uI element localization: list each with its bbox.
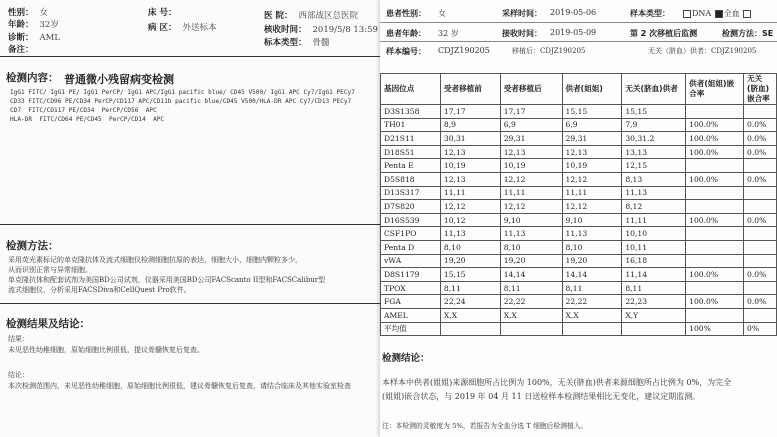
table-cell: 22,22: [562, 295, 622, 309]
table-cell: 14,14: [500, 268, 562, 282]
post-transplant-field: [512, 46, 585, 56]
table-cell: 17,17: [440, 105, 500, 119]
sample-type-label: 样本类型：: [630, 9, 670, 18]
table-cell: 100.0%: [686, 172, 744, 186]
table-row: [381, 186, 777, 200]
divider: [380, 22, 777, 23]
table-cell: 12,15: [622, 159, 686, 173]
monitor-count: 第 2 次移植后监测: [630, 29, 698, 38]
table-cell: 8,12: [622, 200, 686, 214]
sample-time-value: 2019-05-06: [550, 8, 597, 17]
result-heading: 检测结果及结论：: [6, 318, 90, 330]
table-cell: [744, 200, 777, 214]
table-row: [381, 172, 777, 186]
locus-cell: vWA: [381, 254, 441, 268]
conclusion-heading: 检测结论：: [382, 353, 430, 364]
locus-cell: D16S539: [381, 213, 441, 227]
table-cell: [744, 240, 777, 254]
table-cell: 8,11: [500, 281, 562, 295]
table-cell: 11,11: [622, 213, 686, 227]
sample-type-options: [682, 8, 752, 19]
table-cell: 10,11: [622, 240, 686, 254]
table-cell: [686, 105, 744, 119]
table-cell: 22,24: [440, 295, 500, 309]
str-results-table: [380, 73, 777, 336]
table-cell: 100%: [686, 322, 744, 336]
antibody-panel-line: CD7 FITC/CD117 PE/CD34 PerCP/CD56 APC: [10, 107, 157, 114]
table-cell: 12,12: [562, 172, 622, 186]
table-cell: 22,22: [500, 295, 562, 309]
table-cell: 14,14: [562, 268, 622, 282]
hospital-field: [264, 9, 358, 21]
diagnosis-label: 诊断：: [8, 33, 34, 43]
column-header: 供者(姐姐): [562, 74, 622, 105]
table-cell: 12,13: [440, 145, 500, 159]
post-transplant-label: 移植后：: [512, 47, 540, 55]
age-value: 32岁: [39, 20, 59, 30]
table-cell: 12,13: [440, 172, 500, 186]
sample-no-label: 样本编号：: [386, 47, 426, 56]
bed-label: 床 号：: [148, 8, 177, 18]
column-header: 无关(脐血)供者: [622, 74, 686, 105]
column-header: 基因位点: [381, 74, 441, 105]
bed-field: [148, 6, 182, 18]
table-cell: 10,10: [622, 227, 686, 241]
table-cell: [686, 186, 744, 200]
table-cell: 0.0%: [744, 172, 777, 186]
gender-label: 患者性别：: [386, 9, 426, 18]
divider: [0, 303, 392, 304]
table-row: [381, 118, 777, 132]
content-title: 普通微小残留病变检测: [64, 73, 174, 86]
table-cell: 15,15: [622, 105, 686, 119]
diagnosis-field: [8, 31, 60, 43]
table-cell: [686, 308, 744, 322]
check-time-value: 2019/5/8 13:59: [312, 25, 378, 35]
table-cell: 0.0%: [744, 213, 777, 227]
table-cell: [744, 159, 777, 173]
table-cell: 11,13: [500, 227, 562, 241]
table-cell: 7,9: [622, 118, 686, 132]
table-cell: X,X: [562, 308, 622, 322]
table-cell: 15,15: [562, 105, 622, 119]
column-header: 供者(姐姐)嵌合率: [686, 74, 744, 105]
table-cell: [686, 281, 744, 295]
table-row: [381, 268, 777, 282]
locus-cell: D5S818: [381, 172, 441, 186]
table-cell: [744, 105, 777, 119]
gender-value: 女: [39, 8, 49, 18]
age-label: 患者年龄：: [386, 29, 426, 38]
sensitivity-note: 注：本检测的灵敏度为 5%，若报告为全血分选 T 细胞后检测植入。: [382, 422, 588, 430]
table-cell: 8,11: [440, 281, 500, 295]
locus-cell: CSF1PO: [381, 227, 441, 241]
table-cell: 8,11: [622, 281, 686, 295]
locus-cell: TPOX: [381, 281, 441, 295]
receive-time-label: 接收时间：: [502, 29, 542, 38]
table-cell: 8,11: [562, 281, 622, 295]
table-cell: 12,12: [562, 200, 622, 214]
locus-cell: D8S1179: [381, 268, 441, 282]
ward-value: 外送标本: [182, 23, 217, 33]
table-cell: 8,9: [440, 118, 500, 132]
table-cell: 12,13: [562, 145, 622, 159]
locus-cell: D18S51: [381, 145, 441, 159]
table-cell: 12,13: [500, 145, 562, 159]
whole-blood-option: 全血: [723, 9, 740, 18]
table-cell: [686, 200, 744, 214]
locus-cell: Penta D: [381, 240, 441, 254]
locus-cell: D7S820: [381, 200, 441, 214]
divider: [380, 41, 777, 42]
table-cell: 12,12: [440, 200, 500, 214]
table-cell: X,X: [500, 308, 562, 322]
table-cell: 12,12: [500, 172, 562, 186]
antibody-panel-line: CD33 FITC/CD96 PE/CD34 PerCP/CD117 APC/CD11b pacific blue/CD45 V500/HLA-DR APC Cy7/CD13 PECy7: [10, 98, 352, 105]
cord-blood-donor-field: [648, 46, 756, 56]
age-label: 年龄：: [8, 20, 34, 30]
table-row: [381, 159, 777, 173]
sample-type-label: 标本类型：: [264, 38, 307, 48]
antibody-panel-line: IgG1 FITC/ IgG1 PE/ IgG1 PerCP/ IgG1 APC/IgG1 pacific blue/ CD45 V500/ IgG1 APC Cy7/IgG1 PECy7: [10, 89, 355, 96]
table-cell: 9,10: [562, 213, 622, 227]
table-cell: 0.0%: [744, 268, 777, 282]
table-cell: 29,31: [562, 132, 622, 146]
table-cell: [686, 159, 744, 173]
table-header-row: [381, 74, 777, 105]
table-cell: [744, 254, 777, 268]
table-cell: 12,12: [500, 200, 562, 214]
table-cell: [562, 322, 622, 336]
result-text: 未见恶性幼稚细胞，原始细胞比例很低，提议骨髓恢复后复查。: [8, 346, 204, 354]
table-row: [381, 254, 777, 268]
table-cell: 19,20: [562, 254, 622, 268]
table-row: [381, 308, 777, 322]
table-cell: 100.0%: [686, 118, 744, 132]
table-cell: 11,11: [440, 186, 500, 200]
sample-type-value: 骨髓: [312, 38, 330, 48]
remark-label: 备注：: [8, 45, 34, 55]
table-cell: 11,13: [440, 227, 500, 241]
dna-option: DNA: [692, 9, 712, 18]
ward-field: [148, 21, 216, 33]
sample-type-field: [264, 36, 330, 48]
table-row: [381, 132, 777, 146]
sample-time-label: 采样时间：: [502, 9, 542, 18]
conclusion-text-line: (姐姐)嵌合状态，与 2019 年 04 月 11 日送检样本检测结果相比无变化，建议定期监测。: [382, 392, 701, 401]
conclusion-subheading: 结论：: [8, 371, 29, 379]
table-body: [381, 105, 777, 336]
table-row: [381, 295, 777, 309]
antibody-panel-line: HLA-DR FITC/CD64 PE/CD45 PerCP/CD14 APC: [10, 116, 165, 123]
table-cell: 11,13: [622, 186, 686, 200]
table-cell: 0.0%: [744, 145, 777, 159]
table-cell: [686, 240, 744, 254]
locus-cell: 平均值: [381, 322, 441, 336]
table-cell: 10,19: [562, 159, 622, 173]
table-cell: 10,19: [440, 159, 500, 173]
table-cell: 8,10: [500, 240, 562, 254]
age-value: 32 岁: [438, 29, 459, 38]
table-cell: 11,13: [562, 227, 622, 241]
table-row: [381, 240, 777, 254]
table-cell: 100.0%: [686, 295, 744, 309]
method-text-line: 流式细胞仪，分析采用FACSDiva和CellQuest Pro软件。: [8, 286, 191, 294]
column-header: 无关(脐血)嵌合率: [744, 74, 777, 105]
table-cell: [686, 227, 744, 241]
ward-label: 病 区：: [148, 23, 177, 33]
cord-blood-donor-value: CDJZ190205: [711, 47, 757, 55]
table-cell: 0.0%: [744, 132, 777, 146]
table-row: [381, 322, 777, 336]
table-cell: 9,10: [500, 213, 562, 227]
table-cell: 13,13: [622, 145, 686, 159]
table-cell: 15,15: [440, 268, 500, 282]
table-cell: [744, 281, 777, 295]
age-field: [8, 18, 59, 30]
table-row: [381, 145, 777, 159]
table-cell: 8,13: [622, 172, 686, 186]
table-cell: 11,11: [500, 186, 562, 200]
result-subheading: 结果：: [8, 335, 29, 343]
table-cell: 0.0%: [744, 295, 777, 309]
method-text-line: 单克隆抗体和配套试剂为美国BD公司试剂，仪器采用美国BD公司FACScanto II型和FACSCalibur型: [8, 276, 326, 284]
method-text-line: 采用荧光素标记的单克隆抗体及流式细胞仪检测细胞抗原的表达，细胞大小、细胞内颗粒多少，: [8, 256, 302, 264]
method-heading: 检测方法：: [6, 240, 59, 252]
whole-blood-checkbox: [715, 10, 723, 18]
locus-cell: D21S11: [381, 132, 441, 146]
table-cell: 29,31: [500, 132, 562, 146]
table-cell: 100.0%: [686, 145, 744, 159]
gender-value: 女: [438, 9, 446, 18]
locus-cell: AMEL: [381, 308, 441, 322]
table-cell: 8,10: [440, 240, 500, 254]
table-cell: 6,9: [500, 118, 562, 132]
content-heading: 检测内容：: [6, 72, 59, 84]
table-cell: X,X: [440, 308, 500, 322]
dna-checkbox: [683, 10, 691, 18]
cord-blood-donor-label: 无关（脐血）供者：: [648, 47, 711, 55]
table-cell: 19,20: [500, 254, 562, 268]
divider: [0, 224, 392, 225]
diagnosis-value: AML: [39, 33, 61, 43]
table-row: [381, 105, 777, 119]
table-cell: 17,17: [500, 105, 562, 119]
table-cell: 100.0%: [686, 268, 744, 282]
column-header: 受者移植后: [500, 74, 562, 105]
table-row: [381, 281, 777, 295]
check-time-label: 核收时间：: [264, 25, 307, 35]
remark-field: [8, 43, 40, 55]
chimerism-report: [380, 0, 777, 437]
table-cell: [744, 308, 777, 322]
conclusion-text-line: 本样本中供者(姐姐)来源细胞所占比例为 100%，无关(脐血)供者来源细胞所占比例为 0%，为完全: [382, 378, 732, 387]
hospital-label: 医 院：: [264, 11, 293, 21]
table-row: [381, 213, 777, 227]
hospital-value: 西部战区总医院: [298, 11, 358, 21]
table-cell: 22,23: [622, 295, 686, 309]
table-cell: [686, 254, 744, 268]
table-cell: [744, 186, 777, 200]
sample-no-value: CDJZ190205: [438, 46, 490, 55]
table-cell: 19,20: [440, 254, 500, 268]
table-cell: [440, 322, 500, 336]
table-cell: X,Y: [622, 308, 686, 322]
locus-cell: FGA: [381, 295, 441, 309]
table-cell: 0.0%: [744, 118, 777, 132]
conclusion-text: 本次检测范围内，未见恶性幼稚细胞，原始细胞比例很低，建议骨髓恢复后复查，请结合临床及其他实验室检查: [8, 382, 351, 390]
column-header: 受者移植前: [440, 74, 500, 105]
gender-label: 性别：: [8, 8, 34, 18]
table-cell: [500, 322, 562, 336]
gender-field: [8, 6, 48, 18]
method-label: 检测方法：SE: [722, 29, 774, 38]
table-cell: 10,19: [500, 159, 562, 173]
table-cell: 10,12: [440, 213, 500, 227]
locus-cell: D13S317: [381, 186, 441, 200]
locus-cell: D3S1358: [381, 105, 441, 119]
table-cell: 100.0%: [686, 213, 744, 227]
table-cell: 11,14: [622, 268, 686, 282]
divider: [0, 56, 392, 57]
table-cell: [622, 322, 686, 336]
receive-time-value: 2019-05-09: [550, 28, 597, 37]
table-cell: 11,11: [562, 186, 622, 200]
table-cell: 30,31.2: [622, 132, 686, 146]
table-row: [381, 227, 777, 241]
table-cell: 6,9: [562, 118, 622, 132]
table-cell: 16,18: [622, 254, 686, 268]
table-cell: 8,10: [562, 240, 622, 254]
check-time-field: [264, 23, 378, 35]
locus-cell: TH01: [381, 118, 441, 132]
table-row: [381, 200, 777, 214]
table-cell: 100.0%: [686, 132, 744, 146]
method-text-line: 从而识别正常与异常细胞。: [8, 266, 92, 274]
locus-cell: Penta E: [381, 159, 441, 173]
post-transplant-value: CDJZ190205: [540, 47, 586, 55]
checkbox: [743, 10, 751, 18]
table-cell: 30,31: [440, 132, 500, 146]
table-cell: 0%: [744, 322, 777, 336]
table-cell: [744, 227, 777, 241]
